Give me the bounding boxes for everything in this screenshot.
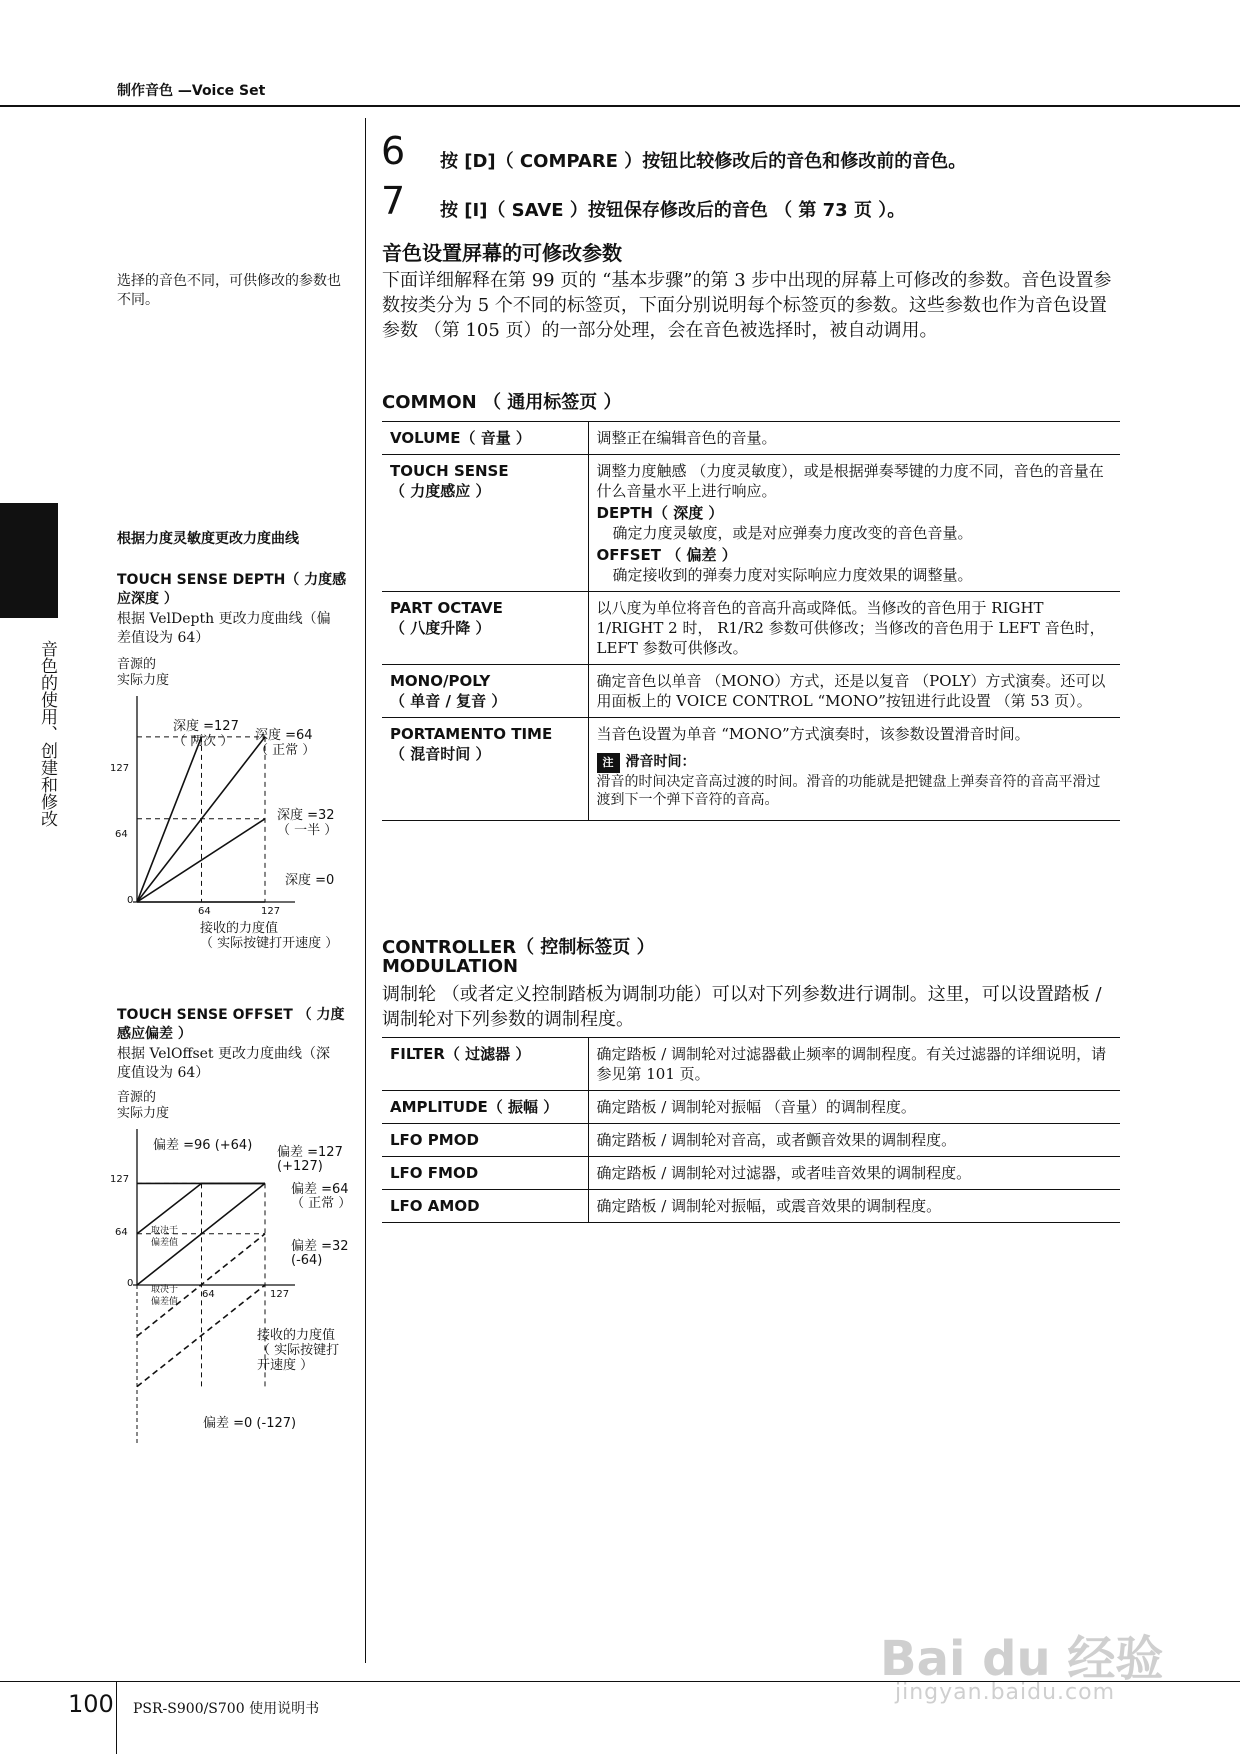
- param-name-cn: （ 力度感应 ）: [390, 482, 491, 500]
- table-row: [382, 1157, 1120, 1190]
- step-7-text: 按 [I]（ SAVE ）按钮保存修改后的音色 （ 第 73 页 ）。: [440, 200, 906, 221]
- param-name: [382, 455, 588, 592]
- offset-chart: [105, 1085, 365, 1455]
- label-depth-32-note: （ 一半 ）: [277, 823, 338, 838]
- param-desc: 确定音色以单音 （MONO）方式，还是以复音 （POLY）方式演奏。还可以用面板上的 VOICE CONTROL “MONO”按钮进行此设置 （第 53 页）。: [596, 672, 1106, 710]
- offset-desc: 根据 VelOffset 更改力度曲线（深度值设为 64）: [117, 1046, 331, 1081]
- param-desc-text: 当音色设置为单音 “MONO”方式演奏时，该参数设置滑音时间。: [596, 725, 1030, 743]
- controller-subtitle: MODULATION: [382, 956, 519, 977]
- param-desc: 确定踏板 / 调制轮对音高，或者颤音效果的调制程度。: [596, 1131, 957, 1149]
- side-note: 选择的音色不同，可供修改的参数也不同。: [117, 273, 341, 308]
- param-desc: 调整正在编辑音色的音量。: [596, 429, 777, 447]
- param-name-en: PORTAMENTO TIME: [390, 725, 553, 743]
- label-offset-64: 偏差 =64: [291, 1182, 349, 1197]
- param-name: [382, 718, 588, 821]
- label-offset-32-note: (-64): [291, 1253, 323, 1268]
- x-axis-label-line2: （ 实际按键打开速度 ）: [200, 936, 339, 951]
- param-name: LFO AMOD: [382, 1190, 588, 1223]
- depth-title: TOUCH SENSE DEPTH（ 力度感应深度 ）: [117, 572, 347, 607]
- note-heading: [597, 752, 1113, 773]
- x-tick-64: 64: [202, 1289, 215, 1300]
- label-offset-96: 偏差 =96 (+64): [153, 1138, 253, 1153]
- param-desc-text: 调整力度触感 （力度灵敏度），或是根据弹奏琴键的力度不同，音色的音量在什么音量水平上进行响应。: [596, 462, 1104, 500]
- param-desc: 确定踏板 / 调制轮对过滤器，或者哇音效果的调制程度。: [596, 1164, 972, 1182]
- controller-table: [382, 1037, 1120, 1223]
- baidu-watermark-logo: Bai du 经验: [880, 1631, 1164, 1687]
- param-desc: 以八度为单位将音色的音高升高或降低。当修改的音色用于 RIGHT 1/RIGHT 2 时， R1/R2 参数可供修改；当修改的音色用于 LEFT 音色时， LEFT 参数可供修改。: [596, 599, 1105, 657]
- y-tick-64: 64: [115, 829, 128, 840]
- param-desc: 确定踏板 / 调制轮对过滤器截止频率的调制程度。有关过滤器的详细说明，请参见第 101 页。: [596, 1045, 1107, 1083]
- y-tick-0: 0: [127, 1278, 134, 1289]
- sub-param-title: OFFSET （ 偏差 ）: [596, 546, 737, 564]
- table-row: [382, 665, 1120, 718]
- note-title: 滑音时间：: [625, 754, 696, 770]
- header-rule: [0, 105, 1240, 107]
- series-line-2: [137, 819, 265, 902]
- sub-param-title: DEPTH（ 深度 ）: [596, 504, 724, 522]
- x-tick-127: 127: [261, 906, 281, 917]
- label-depth-127: 深度 =127: [173, 719, 239, 734]
- step-6: [381, 129, 406, 173]
- step-6-text: 按 [D]（ COMPARE ）按钮比较修改后的音色和修改前的音色。: [440, 151, 967, 172]
- sub-param-desc: 确定力度灵敏度，或是对应弹奏力度改变的音色音量。: [612, 524, 973, 542]
- controller-body: 调制轮 （或者定义控制踏板为调制功能）可以对下列参数进行调制。这里，可以设置踏板 / 调制轮对下列参数的调制程度。: [382, 984, 1102, 1030]
- label-offset-64-note: （ 正常 ）: [291, 1196, 352, 1211]
- note-tag: 注: [597, 753, 620, 773]
- param-name-en: TOUCH SENSE: [390, 462, 509, 480]
- controller-title: CONTROLLER（ 控制标签页 ）: [382, 937, 655, 958]
- sub-param-desc: 确定接收到的弹奏力度对实际响应力度效果的调整量。: [612, 566, 973, 584]
- label-depth-127-note: （ 两次 ）: [173, 734, 234, 749]
- running-header: 制作音色 —Voice Set: [117, 83, 266, 99]
- y-tick-0: 0: [127, 895, 134, 906]
- table-row: [382, 1124, 1120, 1157]
- depth-chart: [105, 652, 365, 952]
- step-number: 6: [381, 129, 406, 173]
- label-depth-32: 深度 =32: [277, 808, 335, 823]
- param-name: AMPLITUDE（ 振幅 ）: [382, 1091, 588, 1124]
- clip-label-1a: 取决于: [151, 1226, 179, 1236]
- table-row: [382, 1091, 1120, 1124]
- chapter-tab: [0, 503, 58, 618]
- note-text: 滑音的时间决定音高过渡的时间。滑音的功能就是把键盘上弹奏音符的音高平滑过渡到下一个弹下音符的音高。: [596, 774, 1101, 808]
- y-tick-64: 64: [115, 1227, 128, 1238]
- param-name-cn: （ 八度升降 ）: [390, 619, 491, 637]
- offset-title: TOUCH SENSE OFFSET （ 力度感应偏差 ）: [117, 1007, 345, 1042]
- section-title: 音色设置屏幕的可修改参数: [382, 241, 622, 265]
- x-axis-label-line1: 接收的力度值: [257, 1328, 336, 1343]
- table-row: [382, 1190, 1120, 1223]
- param-name: VOLUME（ 音量 ）: [382, 422, 588, 455]
- param-desc: [588, 718, 1120, 821]
- curve-heading: 根据力度灵敏度更改力度曲线: [117, 531, 299, 547]
- label-depth-0: 深度 =0: [285, 873, 335, 888]
- chapter-tab-label: 音色的使用、创建和修改: [37, 640, 57, 827]
- param-name: LFO FMOD: [382, 1157, 588, 1190]
- table-row: [382, 718, 1120, 821]
- manual-title: PSR-S900/S700 使用说明书: [133, 1701, 320, 1717]
- step-number: 7: [381, 179, 406, 223]
- common-title: COMMON （ 通用标签页 ）: [382, 392, 622, 413]
- clip-label-2b: 偏差值: [151, 1297, 179, 1307]
- x-axis-label-line2: （ 实际按键打: [257, 1343, 340, 1358]
- label-offset-127: 偏差 =127: [277, 1145, 343, 1160]
- clip-label-1b: 偏差值: [151, 1238, 179, 1248]
- label-offset-0: 偏差 =0 (-127): [203, 1416, 297, 1431]
- series-line-0: [137, 737, 202, 902]
- table-row: [382, 592, 1120, 665]
- label-offset-127-note: (+127): [277, 1159, 323, 1174]
- column-divider: [365, 118, 366, 1663]
- y-tick-127: 127: [110, 1174, 130, 1185]
- param-desc: [588, 455, 1120, 592]
- depth-desc: 根据 VelDepth 更改力度曲线（偏差值设为 64）: [117, 611, 331, 646]
- x-tick-127: 127: [270, 1289, 290, 1300]
- param-desc: 确定踏板 / 调制轮对振幅 （音量）的调制程度。: [596, 1098, 916, 1116]
- label-depth-64-note: （ 正常 ）: [255, 743, 316, 758]
- param-name: [382, 592, 588, 665]
- page-number: 100: [68, 1690, 114, 1718]
- param-desc: 确定踏板 / 调制轮对振幅，或震音效果的调制程度。: [596, 1197, 942, 1215]
- baidu-watermark-url: jingyan.baidu.com: [895, 1680, 1116, 1705]
- table-row: [382, 455, 1120, 592]
- param-name-cn: （ 单音 / 复音 ）: [390, 692, 507, 710]
- y-axis-label-line1: 音源的: [117, 1090, 157, 1105]
- param-name-en: PART OCTAVE: [390, 599, 503, 617]
- y-tick-127: 127: [110, 763, 130, 774]
- x-axis-label-line1: 接收的力度值: [200, 921, 279, 936]
- y-axis-label-line2: 实际力度: [117, 1106, 170, 1121]
- param-name-cn: （ 混音时间 ）: [390, 745, 491, 763]
- param-name: [382, 665, 588, 718]
- table-row: [382, 1038, 1120, 1091]
- y-axis-label-line2: 实际力度: [117, 673, 170, 688]
- common-table: [382, 421, 1120, 821]
- y-axis-label-line1: 音源的: [117, 657, 157, 672]
- x-tick-64: 64: [198, 906, 211, 917]
- footer-divider: [116, 1681, 117, 1754]
- step-7: [381, 179, 406, 223]
- clip-label-2a: 取决于: [151, 1285, 179, 1295]
- param-name: LFO PMOD: [382, 1124, 588, 1157]
- x-axis-label-line3: 开速度 ）: [257, 1358, 314, 1373]
- series-line-1: [137, 737, 265, 902]
- table-row: [382, 422, 1120, 455]
- param-name: FILTER（ 过滤器 ）: [382, 1038, 588, 1091]
- label-offset-32: 偏差 =32: [291, 1239, 349, 1254]
- section-body: 下面详细解释在第 99 页的 “基本步骤”的第 3 步中出现的屏幕上可修改的参数。音色设置参数按类分为 5 个不同的标签页，下面分别说明每个标签页的参数。这些参数也作为音色设置参数 （第 105 页）的一部分处理，会在音色被选择时，被自动调用。: [382, 270, 1112, 341]
- label-depth-64: 深度 =64: [255, 728, 313, 743]
- param-name-en: MONO/POLY: [390, 672, 491, 690]
